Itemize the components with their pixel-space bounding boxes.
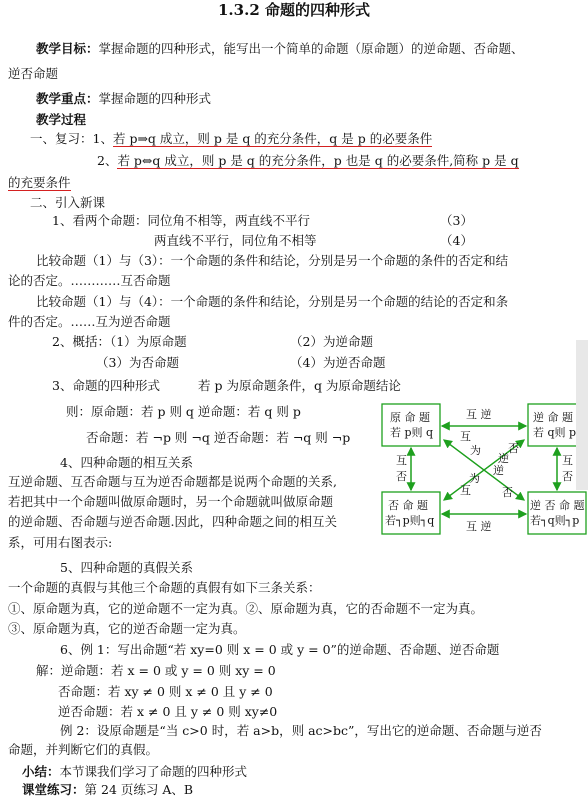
summary-text: 本节课我们学习了命题的四种形式 [59, 764, 248, 779]
review-red-3: 的充要条件 [8, 175, 71, 190]
example-2b: 命题，并判断它们的真假。 [8, 742, 159, 757]
box-contra-form: 若┐q则┐p [530, 514, 580, 527]
summary-label: 小结： [22, 764, 60, 779]
compare-1a: 比较命题（1）与（3）：一个命题的条件和结论，分别是另一个命题的条件的否定和结 [36, 253, 509, 268]
edge-bottom-label: 互 逆 [466, 520, 492, 533]
diag2-char-2: 逆 [498, 452, 509, 465]
summary-1: 2、概括：（1）为原命题 [52, 334, 187, 349]
review-red-1: 若 p⇒q 成立，则 p 是 q 的充分条件，q 是 p 的必要条件 [112, 131, 433, 146]
relation-p4: 系，可用右图表示: [8, 535, 113, 550]
solution-2: 否命题：若 xy ≠ 0 则 x ≠ 0 且 y ≠ 0 [58, 684, 273, 699]
diag1-char-2: 为 [470, 444, 481, 457]
compare-2b: 件的否定。……互为逆否命题 [8, 314, 171, 329]
diag2-char-3: 为 [469, 472, 480, 485]
forms-line-1: 则：原命题：若 p 则 q 逆命题：若 q 则 p [66, 404, 301, 419]
four-forms-desc: 若 p 为原命题条件，q 为原命题结论 [198, 378, 401, 393]
diag2-char-1: 否 [508, 442, 519, 455]
intro-line-1: 1、看两个命题：同位角不相等，两直线不平行 [52, 213, 310, 228]
forms-line-2: 否命题：若 ¬p 则 ¬q 逆否命题：若 ¬q 则 ¬p [86, 430, 351, 445]
diag1-char-3: 逆 [493, 464, 504, 477]
process-heading: 教学过程 [36, 112, 87, 127]
box-inverse-title: 否 命 题 [388, 499, 428, 512]
review-line-3 [8, 175, 71, 191]
truth-line-2: ①、原命题为真，它的逆命题不一定为真。②、原命题为真，它的否命题不一定为真。 [8, 601, 484, 616]
goal-text: 掌握命题的四种形式，能写出一个简单的命题（原命题）的逆命题、否命题、 [98, 41, 524, 56]
edge-left-label-1: 互 [396, 454, 407, 467]
box-converse-form: 若 q则 p [533, 426, 577, 439]
box-original-title: 原 命 题 [390, 411, 430, 424]
practice-line [22, 782, 193, 798]
relation-p1: 互逆命题、互否命题与互为逆否命题都是说两个命题的关系, [8, 474, 337, 489]
summary-3: （3）为否命题 [96, 355, 179, 370]
intro-num-4: （4） [440, 233, 473, 248]
edge-top-label: 互 逆 [466, 408, 492, 421]
key-text: 掌握命题的四种形式 [98, 91, 212, 106]
relation-p2: 若把其中一个命题叫做原命题时，另一个命题就叫做原命题 [8, 494, 334, 509]
box-inverse-form: 若┐p则┐q [385, 514, 435, 527]
practice-label: 课堂练习： [22, 782, 85, 797]
box-original-form: 若 p则 q [390, 426, 434, 439]
review-red-2: 若 p⇔q 成立，则 p 是 q 的充分条件，p 也是 q 的必要条件,简称 p 是 q [117, 153, 519, 168]
four-forms-heading: 3、命题的四种形式 [52, 378, 160, 393]
edge-left-label-2: 否 [396, 470, 407, 483]
intro-heading: 二、引入新课 [30, 195, 106, 210]
goal-label: 教学目标： [36, 41, 99, 56]
relation-diagram [380, 396, 588, 540]
summary-line [22, 764, 247, 780]
review-prefix-2: 2、 [97, 153, 118, 168]
edge-right-label-1: 互 [562, 454, 573, 467]
solution-1: 解：逆命题：若 x = 0 或 y = 0 则 xy = 0 [36, 663, 276, 678]
diag2-char-4: 互 [460, 484, 471, 497]
key-label: 教学重点： [36, 91, 99, 106]
key-line [36, 91, 211, 107]
compare-2a: 比较命题（1）与（4）：一个命题的条件和结论，分别是另一个命题的结论的否定和条 [36, 294, 509, 309]
edge-right-label-2: 否 [562, 470, 573, 483]
summary-2: （2）为逆命题 [290, 334, 373, 349]
box-converse-title: 逆 命 题 [533, 411, 573, 424]
goal-line [36, 41, 524, 57]
box-contra-title: 逆 否 命 题 [530, 499, 585, 512]
truth-line-1: 一个命题的真假与其他三个命题的真假有如下三条关系： [8, 580, 321, 595]
page-title: 1.3.2 命题的四种形式 [218, 1, 370, 19]
goal-text-cont: 逆否命题 [8, 66, 59, 81]
truth-heading: 5、四种命题的真假关系 [60, 560, 193, 575]
solution-3: 逆否命题：若 x ≠ 0 且 y ≠ 0 则 xy≠0 [58, 704, 278, 719]
relation-p3: 的逆命题、否命题与逆否命题.因此，四种命题之间的相互关 [8, 514, 337, 529]
review-line-2 [97, 153, 519, 169]
example-1: 6、例 1：写出命题“若 xy=0 则 x = 0 或 y = 0”的逆命题、否命题、逆否命题 [60, 642, 500, 657]
diag1-char-1: 互 [460, 430, 471, 443]
diag1-char-4: 否 [502, 486, 513, 499]
review-line-1 [30, 131, 432, 147]
compare-1b: 论的否定。…………互否命题 [8, 273, 171, 288]
summary-4: （4）为逆否命题 [290, 355, 386, 370]
intro-line-2: 两直线不平行，同位角不相等 [154, 233, 317, 248]
relation-heading: 4、四种命题的相互关系 [60, 455, 193, 470]
example-2a: 例 2：设原命题是“当 c>0 时，若 a>b，则 ac>bc”，写出它的逆命题、否命题与逆否 [60, 723, 542, 738]
practice-text: 第 24 页练习 A、B [84, 782, 194, 797]
truth-line-3: ③、原命题为真，它的逆否命题一定为真。 [8, 621, 246, 636]
intro-num-3: （3） [440, 213, 473, 228]
side-scroll-tab[interactable] [576, 340, 588, 490]
review-prefix-1: 一、复习：1、 [30, 131, 113, 146]
